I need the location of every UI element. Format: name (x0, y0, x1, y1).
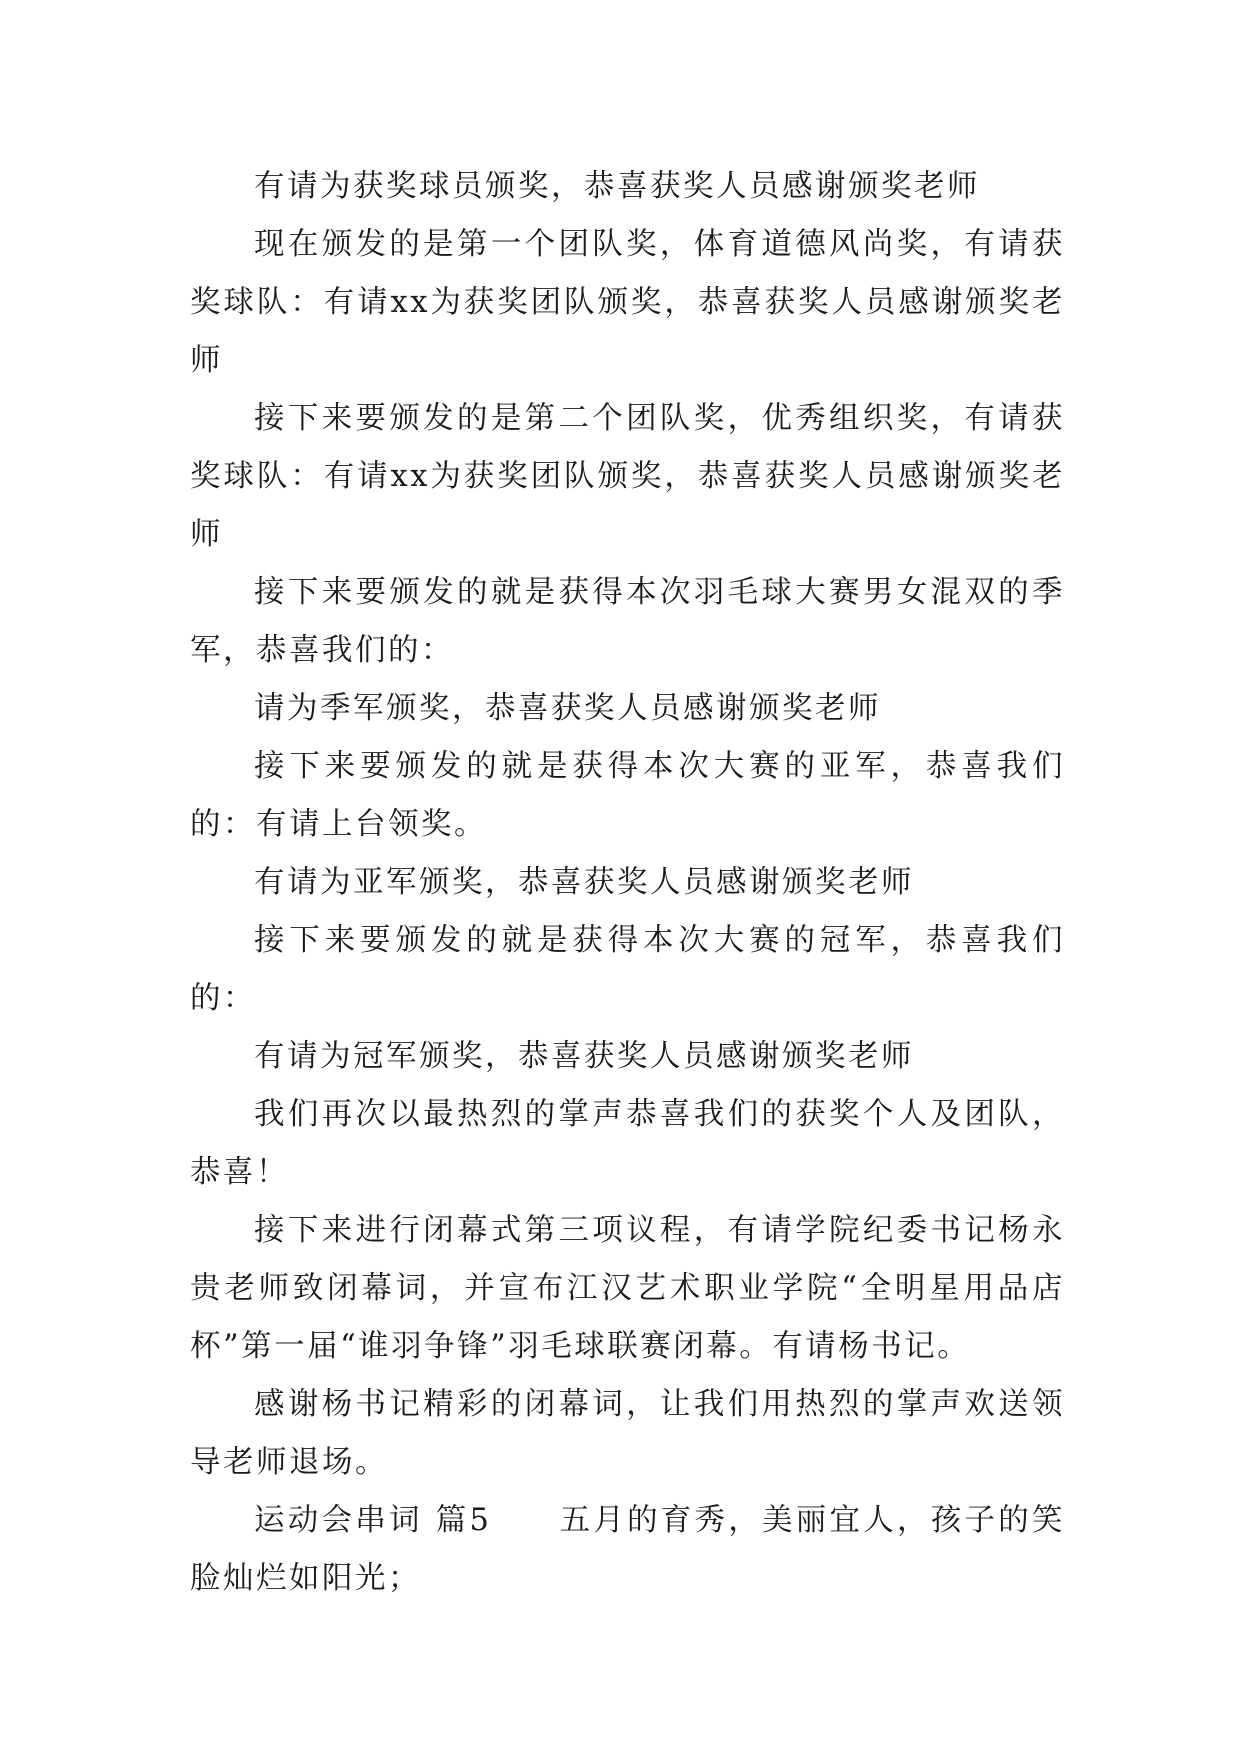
paragraph-4: 接下来要颁发的就是获得本次羽毛球大赛男女混双的季军，恭喜我们的： (190, 575, 1065, 668)
paragraph-5: 请为季军颁奖，恭喜获奖人员感谢颁奖老师 (254, 691, 882, 726)
document-body (190, 158, 1065, 1608)
paragraph-8: 接下来要颁发的就是获得本次大赛的冠军，恭喜我们的： (190, 923, 1065, 1016)
paragraph-11: 接下来进行闭幕式第三项议程，有请学院纪委书记杨永贵老师致闭幕词，并宣布江汉艺术职业学院“全明星用品店杯”第一届“谁羽争锋”羽毛球联赛闭幕。有请杨书记。 (190, 1213, 1065, 1364)
paragraph-6: 接下来要颁发的就是获得本次大赛的亚军，恭喜我们的：有请上台领奖。 (190, 749, 1065, 842)
paragraph-7: 有请为亚军颁奖，恭喜获奖人员感谢颁奖老师 (254, 865, 915, 900)
paragraph-10: 我们再次以最热烈的掌声恭喜我们的获奖个人及团队，恭喜！ (190, 1097, 1065, 1190)
paragraph-13: 运动会串词 篇5 五月的育秀，美丽宜人，孩子的笑脸灿烂如阳光； (190, 1503, 1065, 1596)
paragraph-12: 感谢杨书记精彩的闭幕词，让我们用热烈的掌声欢送领导老师退场。 (190, 1387, 1065, 1480)
paragraph-9: 有请为冠军颁奖，恭喜获奖人员感谢颁奖老师 (254, 1039, 915, 1074)
paragraph-2: 现在颁发的是第一个团队奖，体育道德风尚奖，有请获奖球队：有请xx为获奖团队颁奖，恭喜获奖人员感谢颁奖老师 (190, 227, 1065, 378)
paragraph-1: 有请为获奖球员颁奖，恭喜获奖人员感谢颁奖老师 (254, 169, 981, 204)
paragraph-3: 接下来要颁发的是第二个团队奖，优秀组织奖，有请获奖球队：有请xx为获奖团队颁奖，恭喜获奖人员感谢颁奖老师 (190, 401, 1065, 552)
